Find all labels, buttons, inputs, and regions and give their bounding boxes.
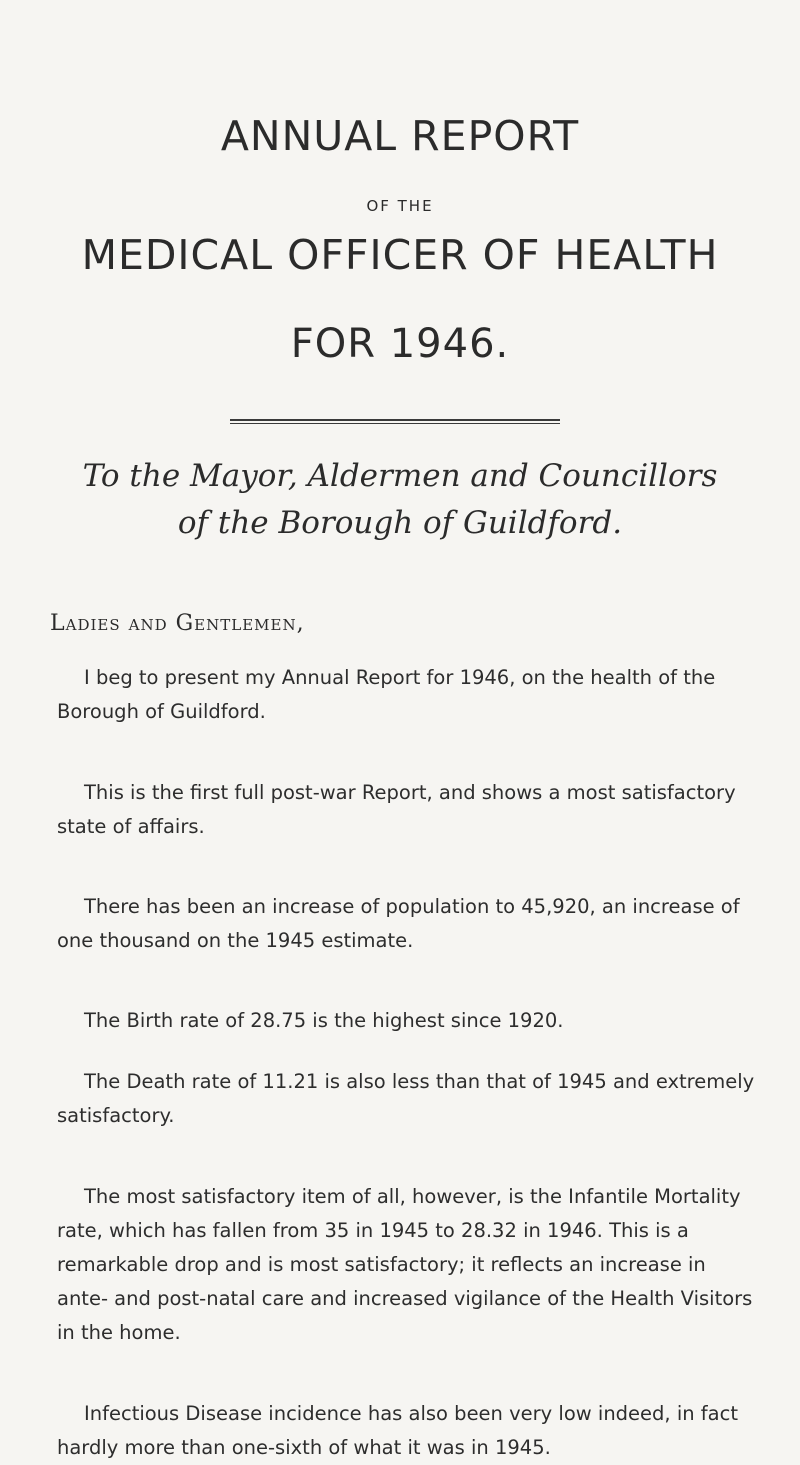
paragraph-post-war: This is the first full post-war Report, and shows a most satisfactory state of affairs. [57, 781, 736, 838]
report-year: FOR 1946. [290, 321, 510, 367]
paragraph-infant-mortality: The most satisfactory item of all, however, is the Infantile Mortality rate, which has fallen from 35 in 1945 to 28.32 in 1946. This is a remarkable drop and is most satisfactory; it reflects an increase in ante- and post-natal care and increased vigilance of the Health Visitors in the home. [57, 1185, 753, 1344]
report-office-title: MEDICAL OFFICER OF HEALTH [81, 231, 719, 279]
paragraph-death-rate: The Death rate of 11.21 is also less than that of 1945 and extremely satisfactory. [57, 1070, 755, 1127]
paragraph-introduction: I beg to present my Annual Report for 1946, on the health of the Borough of Guildford. [57, 666, 716, 723]
report-title: ANNUAL REPORT [220, 112, 580, 160]
paragraph-birth-rate: The Birth rate of 28.75 is the highest since 1920. [84, 1009, 564, 1032]
report-subtitle-of-the: OF THE [366, 197, 434, 215]
paragraph-infectious-disease: Infectious Disease incidence has also been very low indeed, in fact hardly more than one-sixth of what it was in 1945. [57, 1402, 738, 1459]
salutation: Ladies and Gentlemen, [50, 611, 305, 636]
paragraph-population: There has been an increase of population to 45,920, an increase of one thousand on the 1945 estimate. [57, 895, 740, 952]
address-line-2: of the Borough of Guildford. [177, 505, 623, 541]
double-rule-bottom [230, 423, 560, 424]
address-line-1: To the Mayor, Aldermen and Councillors [82, 458, 718, 494]
double-rule-top [230, 419, 560, 421]
